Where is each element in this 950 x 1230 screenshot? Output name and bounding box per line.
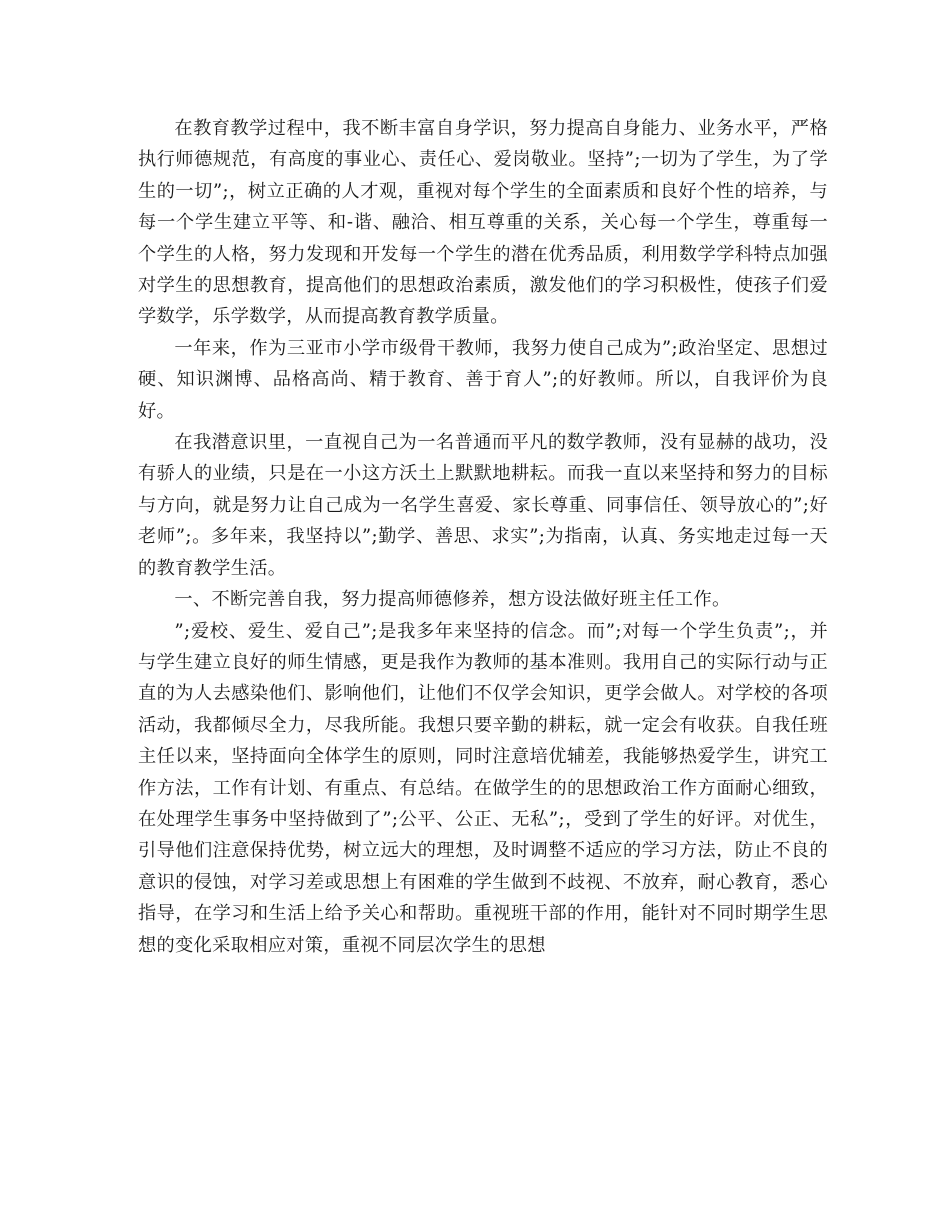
paragraph: 一年来，作为三亚市小学市级骨干教师，我努力使自己成为”;政治坚定、思想过硬、知识渊博、品格高尚、精于教育、善于育人”;的好教师。所以，自我评价为良好。 bbox=[138, 337, 828, 422]
paragraph: ”;爱校、爱生、爱自己”;是我多年来坚持的信念。而”;对每一个学生负责”;，并与学生建立良好的师生情感，更是我作为教师的基本准则。我用自己的实际行动与正直的为人去感染他们、影响他们，让他们不仅学会知识，更学会做人。对学校的各项活动，我都倾尽全力，尽我所能。我想只要辛勤的耕耘，就一定会有收获。自我任班主任以来，坚持面向全体学生的原则，同时注意培优辅差，我能够热爱学生，讲究工作方法，工作有计划、有重点、有总结。在做学生的的思想政治工作方面耐心细致，在处理学生事务中坚持做到了”;公平、公正、无私”;，受到了学生的好评。对优生，引导他们注意保持优势，树立远大的理想，及时调整不适应的学习方法，防止不良的意识的侵蚀，对学习差或思想上有困难的学生做到不歧视、不放弃，耐心教育，悉心指导，在学习和生活上给予关心和帮助。重视班干部的作用，能针对不同时期学生思想的变化采取相应对策，重视不同层次学生的思想 bbox=[138, 620, 828, 956]
paragraph: 在我潜意识里，一直视自己为一名普通而平凡的数学教师，没有显赫的战功，没有骄人的业绩，只是在一小这方沃土上默默地耕耘。而我一直以来坚持和努力的目标与方向，就是努力让自己成为一名学生喜爱、家长尊重、同事信任、领导放心的”;好老师”;。多年来，我坚持以”;勤学、善思、求实”;为指南，认真、务实地走过每一天的教育教学生活。 bbox=[138, 432, 828, 579]
section-heading: 一、不断完善自我，努力提高师德修养，想方设法做好班主任工作。 bbox=[174, 589, 731, 611]
paragraph: 在教育教学过程中，我不断丰富自身学识，努力提高自身能力、业务水平，严格执行师德规范，有高度的事业心、责任心、爱岗敬业。坚持”;一切为了学生，为了学生的一切”;，树立正确的人才观，重视对每个学生的全面素质和良好个性的培养，与每一个学生建立平等、和-谐、融洽、相互尊重的关系，关心每一个学生，尊重每一个学生的人格，努力发现和开发每一个学生的潜在优秀品质，利用数学学科特点加强对学生的思想教育，提高他们的思想政治素质，激发他们的学习积极性，使孩子们爱学数学，乐学数学，从而提高教育教学质量。 bbox=[138, 118, 828, 328]
document-body bbox=[138, 113, 828, 961]
